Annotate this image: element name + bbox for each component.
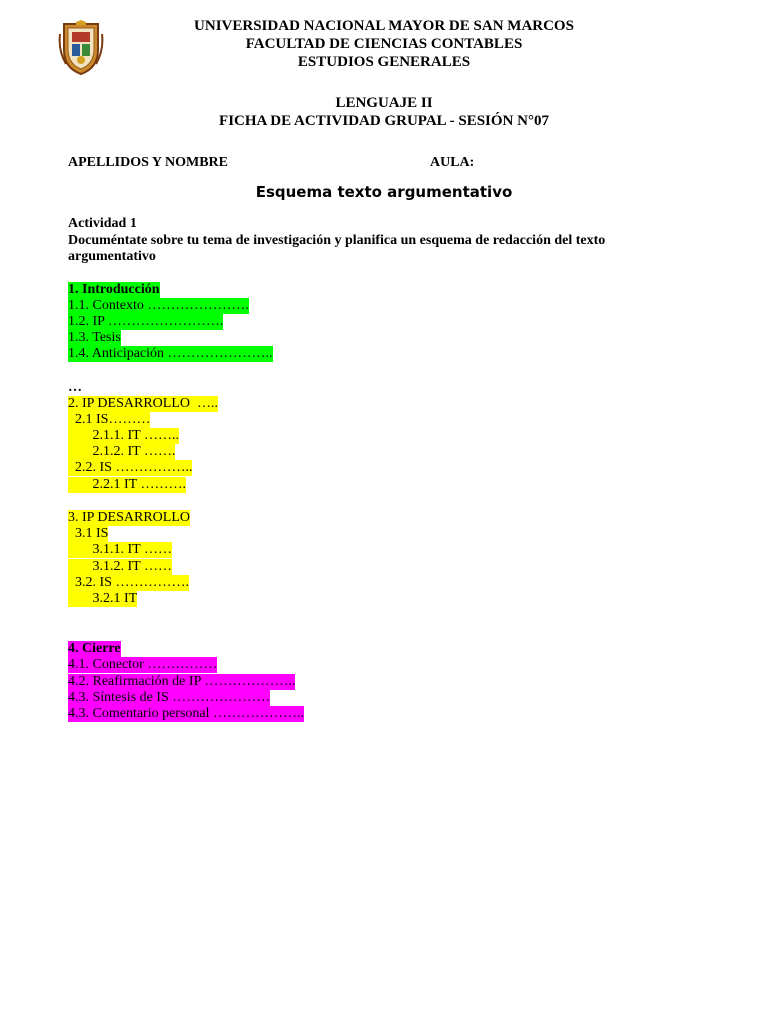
faculty-name: FACULTAD DE CIENCIAS CONTABLES [245,36,523,52]
outline-item: 2.1 IS……… [68,412,151,427]
name-field-label: APELLIDOS Y NOMBRE [68,155,228,170]
outline-item: 2.2.1 IT ………. [68,477,186,492]
outline-item: 4.2. Reafirmación de IP ……………….. [68,674,296,689]
outline-item: 1.3. Tesis [68,330,121,345]
page-title: Esquema texto argumentativo [255,183,513,201]
program-name: ESTUDIOS GENERALES [297,54,471,70]
outline-item: 4.3. Síntesis de IS ………………… [68,690,271,705]
outline-item: 3.1.2. IT …… [68,559,172,574]
section-heading-closing: 4. Cierre [68,641,121,656]
outline-item: 4.1. Conector …………… [68,657,218,672]
outline-item: 4.3. Comentario personal ……………….. [68,706,305,721]
ellipsis-separator: … [68,380,82,395]
activity-instruction-line-1: Documéntate sobre tu tema de investigación y planifica un esquema de redacción del texto [68,233,606,248]
section-heading-introduction: 1. Introducción [68,282,160,297]
outline-item: 2.2. IS …………….. [68,460,193,475]
outline-item: 1.4. Anticipación ………………….. [68,346,273,361]
outline-item: 3.2.1 IT [68,591,138,606]
course-name: LENGUAJE II [335,95,433,111]
university-name: UNIVERSIDAD NACIONAL MAYOR DE SAN MARCOS [194,18,574,34]
section-heading-development-1: 2. IP DESARROLLO ….. [68,396,218,411]
outline-item: 3.1 IS [68,526,109,541]
outline-item: 2.1.1. IT …….. [68,428,179,443]
section-heading-development-2: 3. IP DESARROLLO [68,510,190,525]
outline-item: 2.1.2. IT ……. [68,444,176,459]
room-field-label: AULA: [430,155,475,170]
activity-label: Actividad 1 [68,216,137,231]
activity-sheet-title: FICHA DE ACTIVIDAD GRUPAL - SESIÓN N°07 [219,113,549,129]
outline-item: 1.1. Contexto …………………. [68,298,249,313]
outline-item: 3.2. IS ……………. [68,575,189,590]
activity-instruction-line-2: argumentativo [68,249,156,264]
outline-item: 1.2. IP ……………………. [68,314,224,329]
outline-item: 3.1.1. IT …… [68,542,172,557]
